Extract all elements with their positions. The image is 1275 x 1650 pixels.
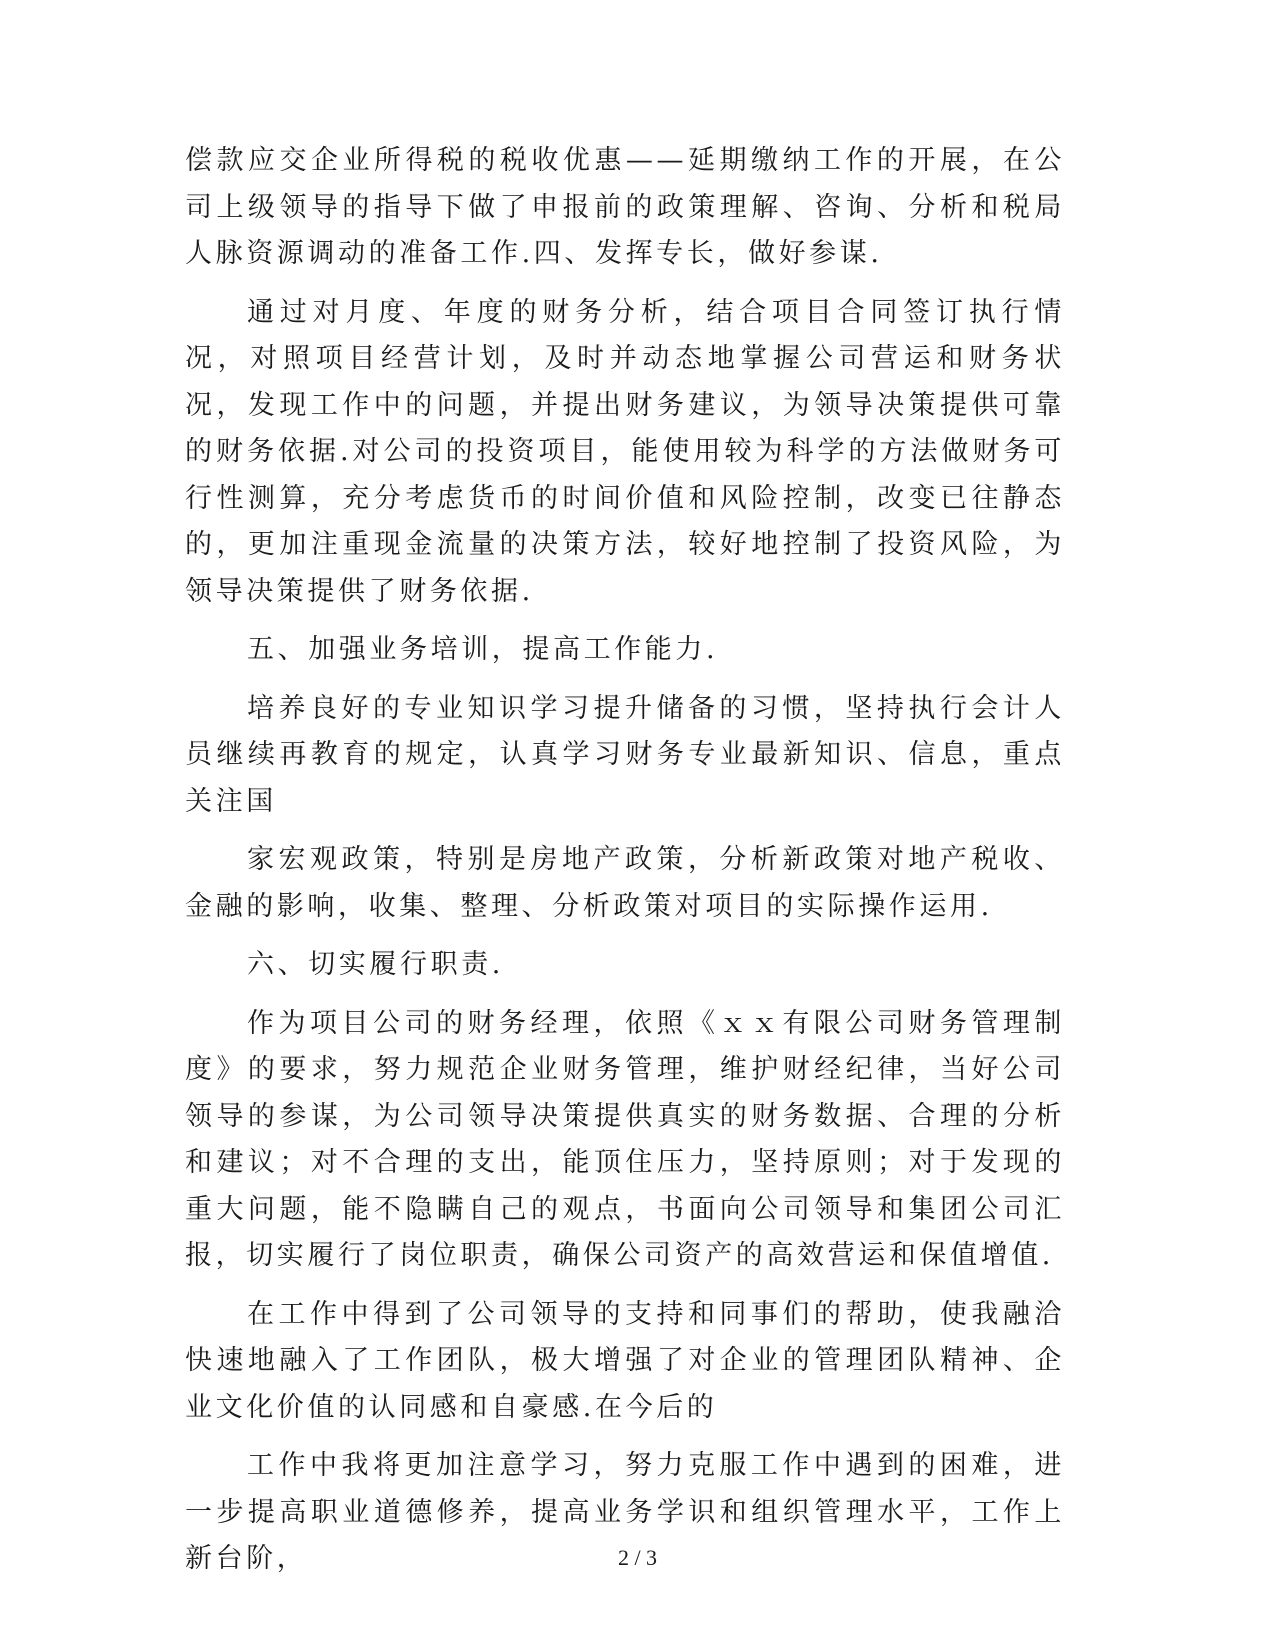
section-heading-training: 五、加强业务培训，提高工作能力. bbox=[247, 634, 719, 665]
paragraph-financial-analysis: 通过对月度、年度的财务分析，结合项目合同签订执行情况，对照项目经营计划，及时并动态地掌握公司营运和财务状况，发现工作中的问题，并提出财务建议，为领导决策提供可靠的财务依据.对公司的投资项目，能使用较为科学的方法做财务可行性测算，充分考虑货币的时间价值和风险控制，改变已往静态的，更加注重现金流量的决策方法，较好地控制了投资风险，为领导决策提供了财务依据. bbox=[185, 296, 1065, 607]
page-number: 2 / 3 bbox=[617, 1545, 658, 1570]
paragraph-future-work: 工作中我将更加注意学习，努力克服工作中遇到的困难，进一步提高职业道德修养，提高业务学识和组织管理水平，工作上新台阶， bbox=[185, 1450, 1065, 1574]
paragraph-training-part2: 家宏观政策，特别是房地产政策，分析新政策对地产税收、金融的影响，收集、整理、分析政策对项目的实际操作运用. bbox=[185, 844, 1065, 922]
document-body bbox=[185, 138, 1065, 1595]
paragraph-duties: 作为项目公司的财务经理，依照《ｘｘ有限公司财务管理制度》的要求，努力规范企业财务管理，维护财经纪律，当好公司领导的参谋，为公司领导决策提供真实的财务数据、合理的分析和建议；对不合理的支出，能顶住压力，坚持原则；对于发现的重大问题，能不隐瞒自己的观点，书面向公司领导和集团公司汇报，切实履行了岗位职责，确保公司资产的高效营运和保值增值. bbox=[185, 1007, 1065, 1271]
paragraph-tax-deferral: 偿款应交企业所得税的税收优惠——延期缴纳工作的开展，在公司上级领导的指导下做了申报前的政策理解、咨询、分析和税局人脉资源调动的准备工作.四、发挥专长，做好参谋. bbox=[185, 145, 1065, 269]
section-heading-duties: 六、切实履行职责. bbox=[247, 949, 504, 980]
paragraph-team-support: 在工作中得到了公司领导的支持和同事们的帮助，使我融洽快速地融入了工作团队，极大增强了对企业的管理团队精神、企业文化价值的认同感和自豪感.在今后的 bbox=[185, 1298, 1065, 1423]
paragraph-training-part1: 培养良好的专业知识学习提升储备的习惯，坚持执行会计人员继续再教育的规定，认真学习财务专业最新知识、信息，重点关注国 bbox=[185, 692, 1065, 817]
